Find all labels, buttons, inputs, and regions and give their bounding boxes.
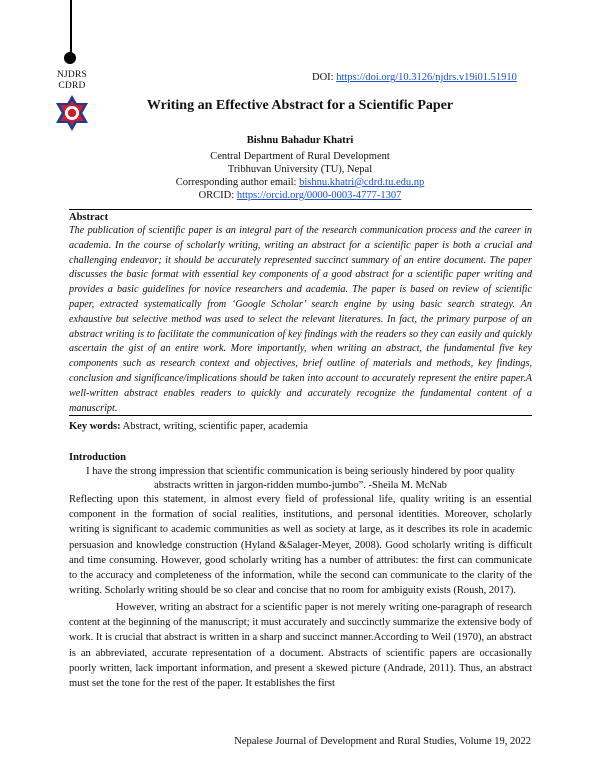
email-link[interactable]: bishnu.khatri@cdrd.tu.edu.np [299,177,425,188]
logo-pin-line [70,0,72,58]
introduction-heading: Introduction [69,452,126,463]
paper-title: Writing an Effective Abstract for a Scientific Paper [146,98,454,113]
intro-paragraph-1: Reflecting upon this statement, in almost every field of professional life, quality writing is an essential component in the formation of social realities, institutions, and personal identities. Moreover, scholarly writing is significant to academic communities as well as society at large, as it describes its role in academic persuasion and knowledge construction (Hyland &Salager-Meyer, 2008). Good scholarly writing is difficult and time consuming. However, good scholarly writing has a number of attributes: the first can communicate to the accuracy and completeness of the information, while the second can communicate to the clarity of the writing. Scholarly writing should be so clear and concise that no room for ambiguity exists (Roush, 2017). [69,494,532,597]
quote-line-2: abstracts written in jargon-ridden mumbo-jumbo”. -Sheila M. McNab [154,479,447,491]
author-department: Central Department of Rural Development [210,151,390,162]
logo-text-cdrd: CDRD [58,81,86,91]
author-name: Bishnu Bahadur Khatri [246,135,354,146]
orcid-link[interactable]: https://orcid.org/0000-0003-4777-1307 [236,190,402,201]
logo-text-njdrs: NJDRS [56,70,88,80]
abstract-bottom-rule [69,415,532,416]
logo-pin-dot [64,52,76,64]
email-label: Corresponding author email: [175,177,297,188]
doi-link[interactable]: https://doi.org/10.3126/njdrs.v19i01.51910 [336,72,517,83]
abstract-heading: Abstract [69,212,109,223]
abstract-top-rule [69,209,532,210]
author-university: Tribhuvan University (TU), Nepal [227,164,373,175]
doi-label: DOI: [312,72,334,83]
keywords-line [69,421,308,432]
keywords-text: Abstract, writing, scientific paper, academia [122,421,308,432]
author-email-line [140,176,460,189]
doi-line [312,72,517,83]
intro-paragraph-2: However, writing an abstract for a scientific paper is not merely writing one-paragraph of research content at the beginning of the manuscript; it must accurately and succinctly summarize the extensive body of work. It is crucial that abstract is written in a sharp and succinct manner.According to Weil (1970), an abstract is an abbreviated, accurate representation of a document. Abstracts of scientific papers are occasionally poorly written, lack important information, and present a skewed picture (Andrade, 2011). Thus, an abstract must set the tone for the rest of the paper. It establishes the first [69,602,532,690]
abstract-text: The publication of scientific paper is an integral part of the research communication process and the career in academia. In the course of scholarly writing, writing an abstract for a scientific paper is both a crucial and challenging endeavor; it should be accurately represented succinct summary of an entire document. The paper discusses the basic format with essential key components of a good abstract for a scientific paper writing and provides a basic guidelines for novice researchers and academia. The paper is based on review of scientific paper, extracted systematically from ‘Google Scholar’ search engine by using basic search strategy. An exhaustive but selective method was used to select the relevant literatures. In fact, the primary purpose of an abstract writing is to facilitate the communication of key findings with the readers so they can easily and quickly ascertain the gist of an entire work. More importantly, when writing an abstract, the fundamental five key components such as research context and objectives, brief outline of materials and methods, key findings, conclusion and significance/implications should be taken into account to accurately represent the entire paper.A well-written abstract enables readers to quickly and accurately recognize the fundamental content of a manuscript. [69,225,532,414]
orcid-label: ORCID: [198,190,235,201]
epigraph-quote [69,465,532,492]
journal-footer: Nepalese Journal of Development and Rural Studies, Volume 19, 2022 [234,736,531,747]
keywords-label: Key words: [69,421,121,432]
quote-line-1: I have the strong impression that scientific communication is being seriously hindered by poor quality [86,466,515,477]
author-orcid-line [140,189,460,202]
author-block [140,134,460,202]
